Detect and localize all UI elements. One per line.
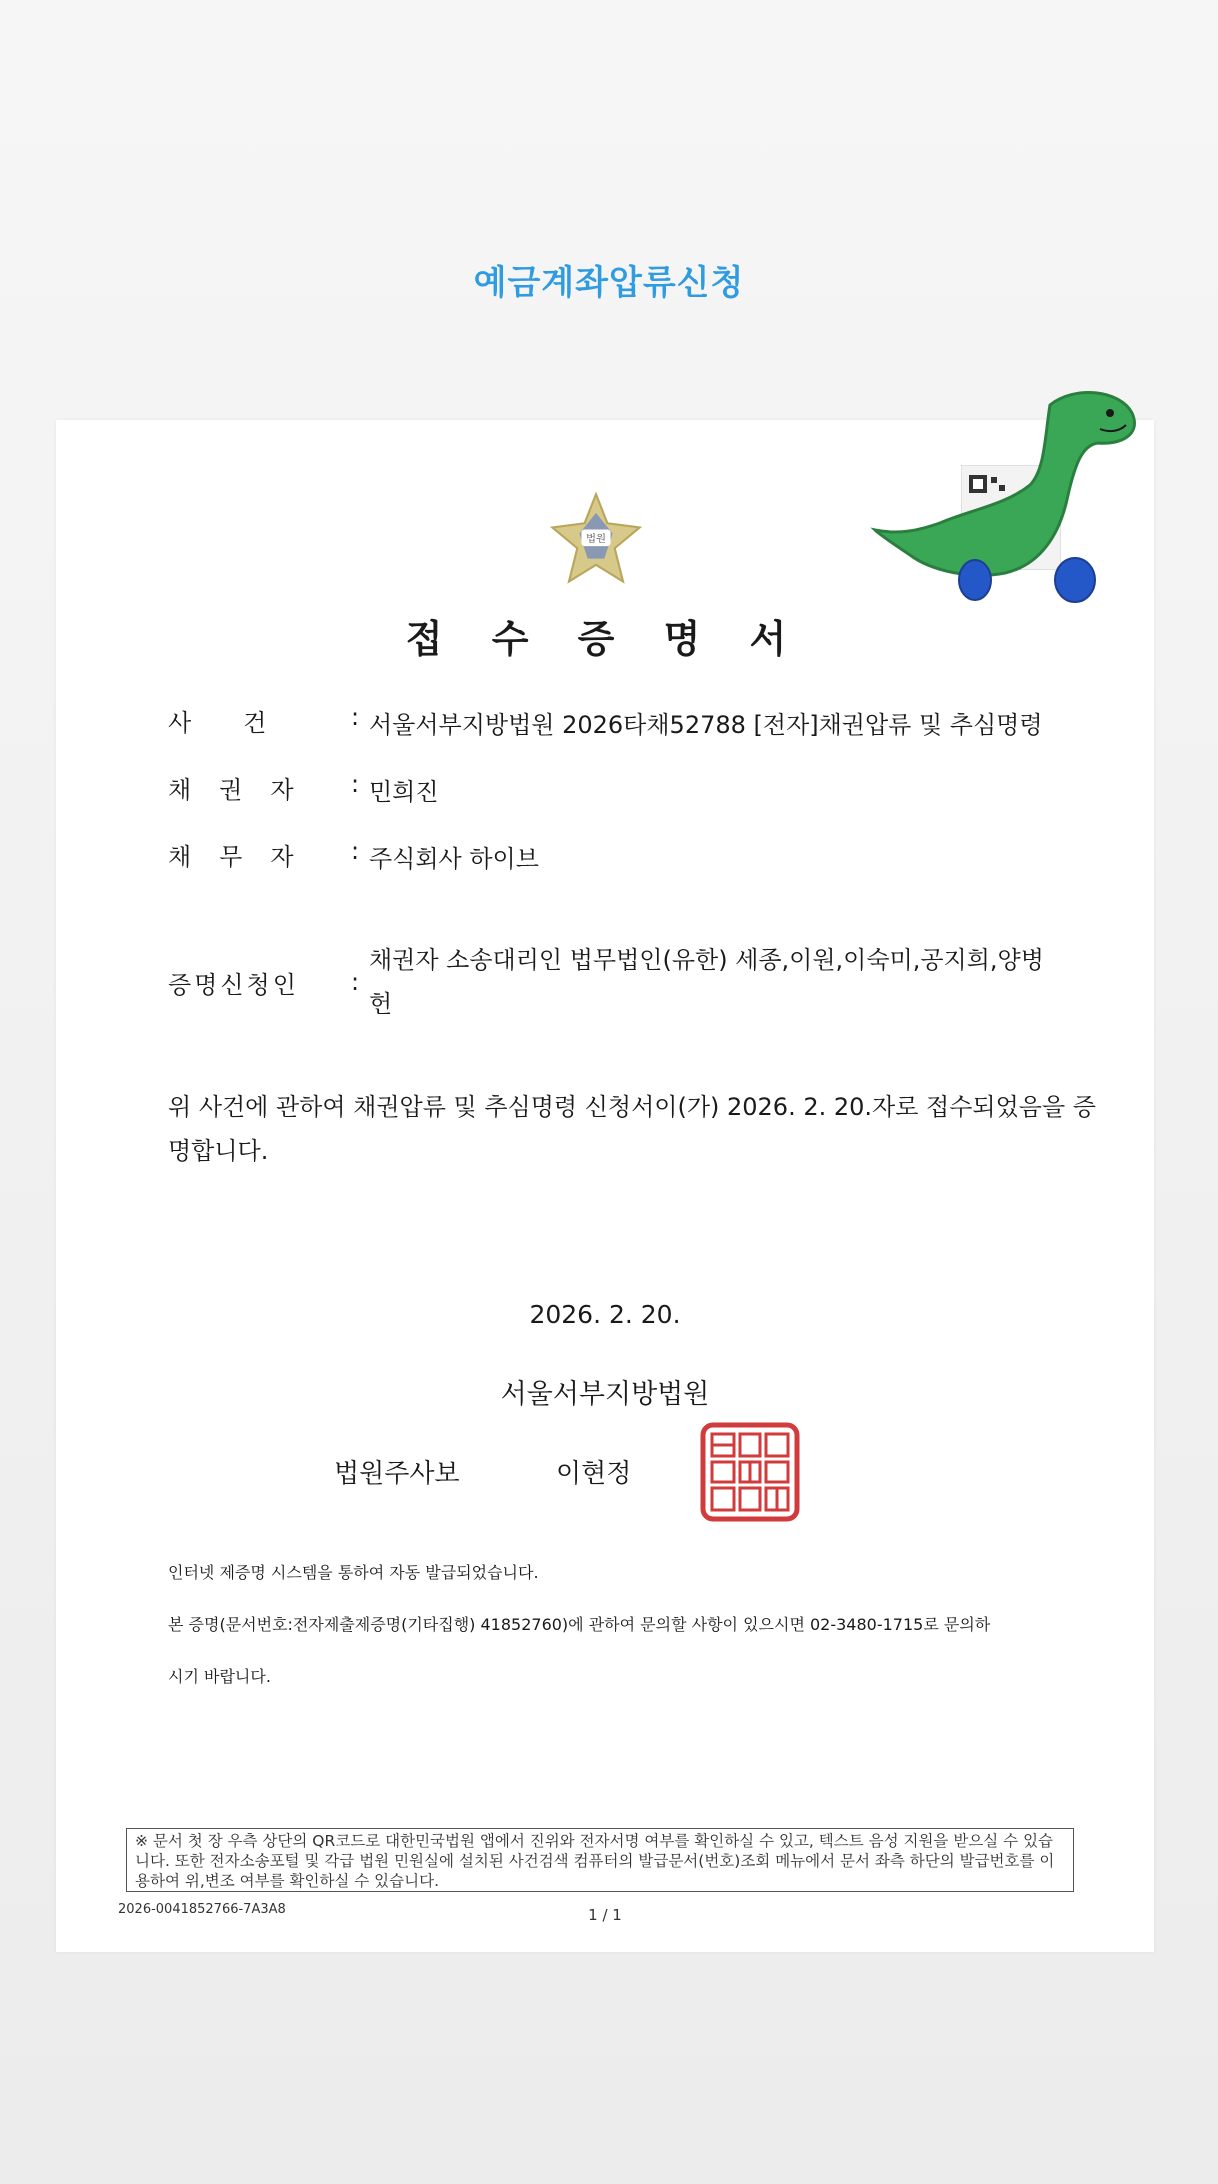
field-value-creditor: 민희진 bbox=[369, 778, 439, 806]
verification-notice: ※ 문서 첫 장 우측 상단의 QR코드로 대한민국법원 앱에서 진위와 전자서명 여부를 확인하실 수 있고, 텍스트 음성 지원을 받으실 수 있습니다. 또한 전자소송포털 및 각급 법원 민원실에 설치된 사건검색 컴퓨터의 발급문서(번호)조회 메뉴에서 문서 좌측 하단의 발급번호를 이용하여 위,변조 여부를 확인하실 수 있습니다. bbox=[126, 1828, 1074, 1892]
issue-date: 2026. 2. 20. bbox=[529, 1300, 681, 1329]
emblem-label: 법원 bbox=[585, 533, 607, 545]
field-label-debtor: 채무자 bbox=[168, 843, 322, 871]
court-name: 서울서부지방법원 bbox=[500, 1379, 710, 1410]
officer-title: 법원주사보 bbox=[334, 1459, 460, 1489]
certification-statement: 위 사건에 관하여 채권압류 및 추심명령 신청서이(가) 2026. 2. 20.자로 접수되었음을 증명합니다. bbox=[168, 1093, 1096, 1165]
auto-issued-note: 인터넷 제증명 시스템을 통하여 자동 발급되었습니다. bbox=[168, 1563, 539, 1582]
field-value-applicant: 채권자 소송대리인 법무법인(유한) 세종,이원,이숙미,공지희,양병헌 bbox=[369, 946, 1044, 1018]
page-number: 1 / 1 bbox=[588, 1906, 622, 1924]
document-title: 접 수 증 명 서 bbox=[405, 617, 805, 661]
dinosaur-sticker-icon bbox=[870, 385, 1150, 613]
field-label-creditor: 채권자 bbox=[168, 776, 322, 804]
field-case: 사건 : 서울서부지방법원 2026타채52788 [전자]채권압류 및 추심명령 bbox=[168, 703, 1059, 747]
field-applicant: 증명신청인 : 채권자 소송대리인 법무법인(유한) 세종,이원,이숙미,공지희,양병헌 bbox=[168, 938, 1059, 1026]
issue-number: 2026-0041852766-7A3A8 bbox=[118, 1902, 286, 1917]
inquiry-note-continued: 시기 바랍니다. bbox=[168, 1667, 271, 1686]
inquiry-note: 본 증명(문서번호:전자제출제증명(기타집행) 41852760)에 관하여 문의할 사항이 있으시면 02-3480-1715로 문의하 bbox=[168, 1615, 991, 1634]
page-headline: 예금계좌압류신청 bbox=[473, 263, 745, 303]
field-value-debtor: 주식회사 하이브 bbox=[369, 845, 539, 873]
field-debtor: 채무자 : 주식회사 하이브 bbox=[168, 837, 1059, 881]
court-emblem-icon bbox=[544, 490, 648, 594]
field-value-case: 서울서부지방법원 2026타채52788 [전자]채권압류 및 추심명령 bbox=[369, 711, 1043, 739]
field-label-case: 사건 bbox=[168, 709, 319, 737]
officer-name: 이현정 bbox=[556, 1459, 632, 1489]
certificate-document bbox=[56, 420, 1154, 1952]
field-creditor: 채권자 : 민희진 bbox=[168, 770, 1059, 814]
field-label-applicant: 증명신청인 bbox=[168, 970, 299, 999]
court-seal-icon bbox=[700, 1422, 800, 1522]
